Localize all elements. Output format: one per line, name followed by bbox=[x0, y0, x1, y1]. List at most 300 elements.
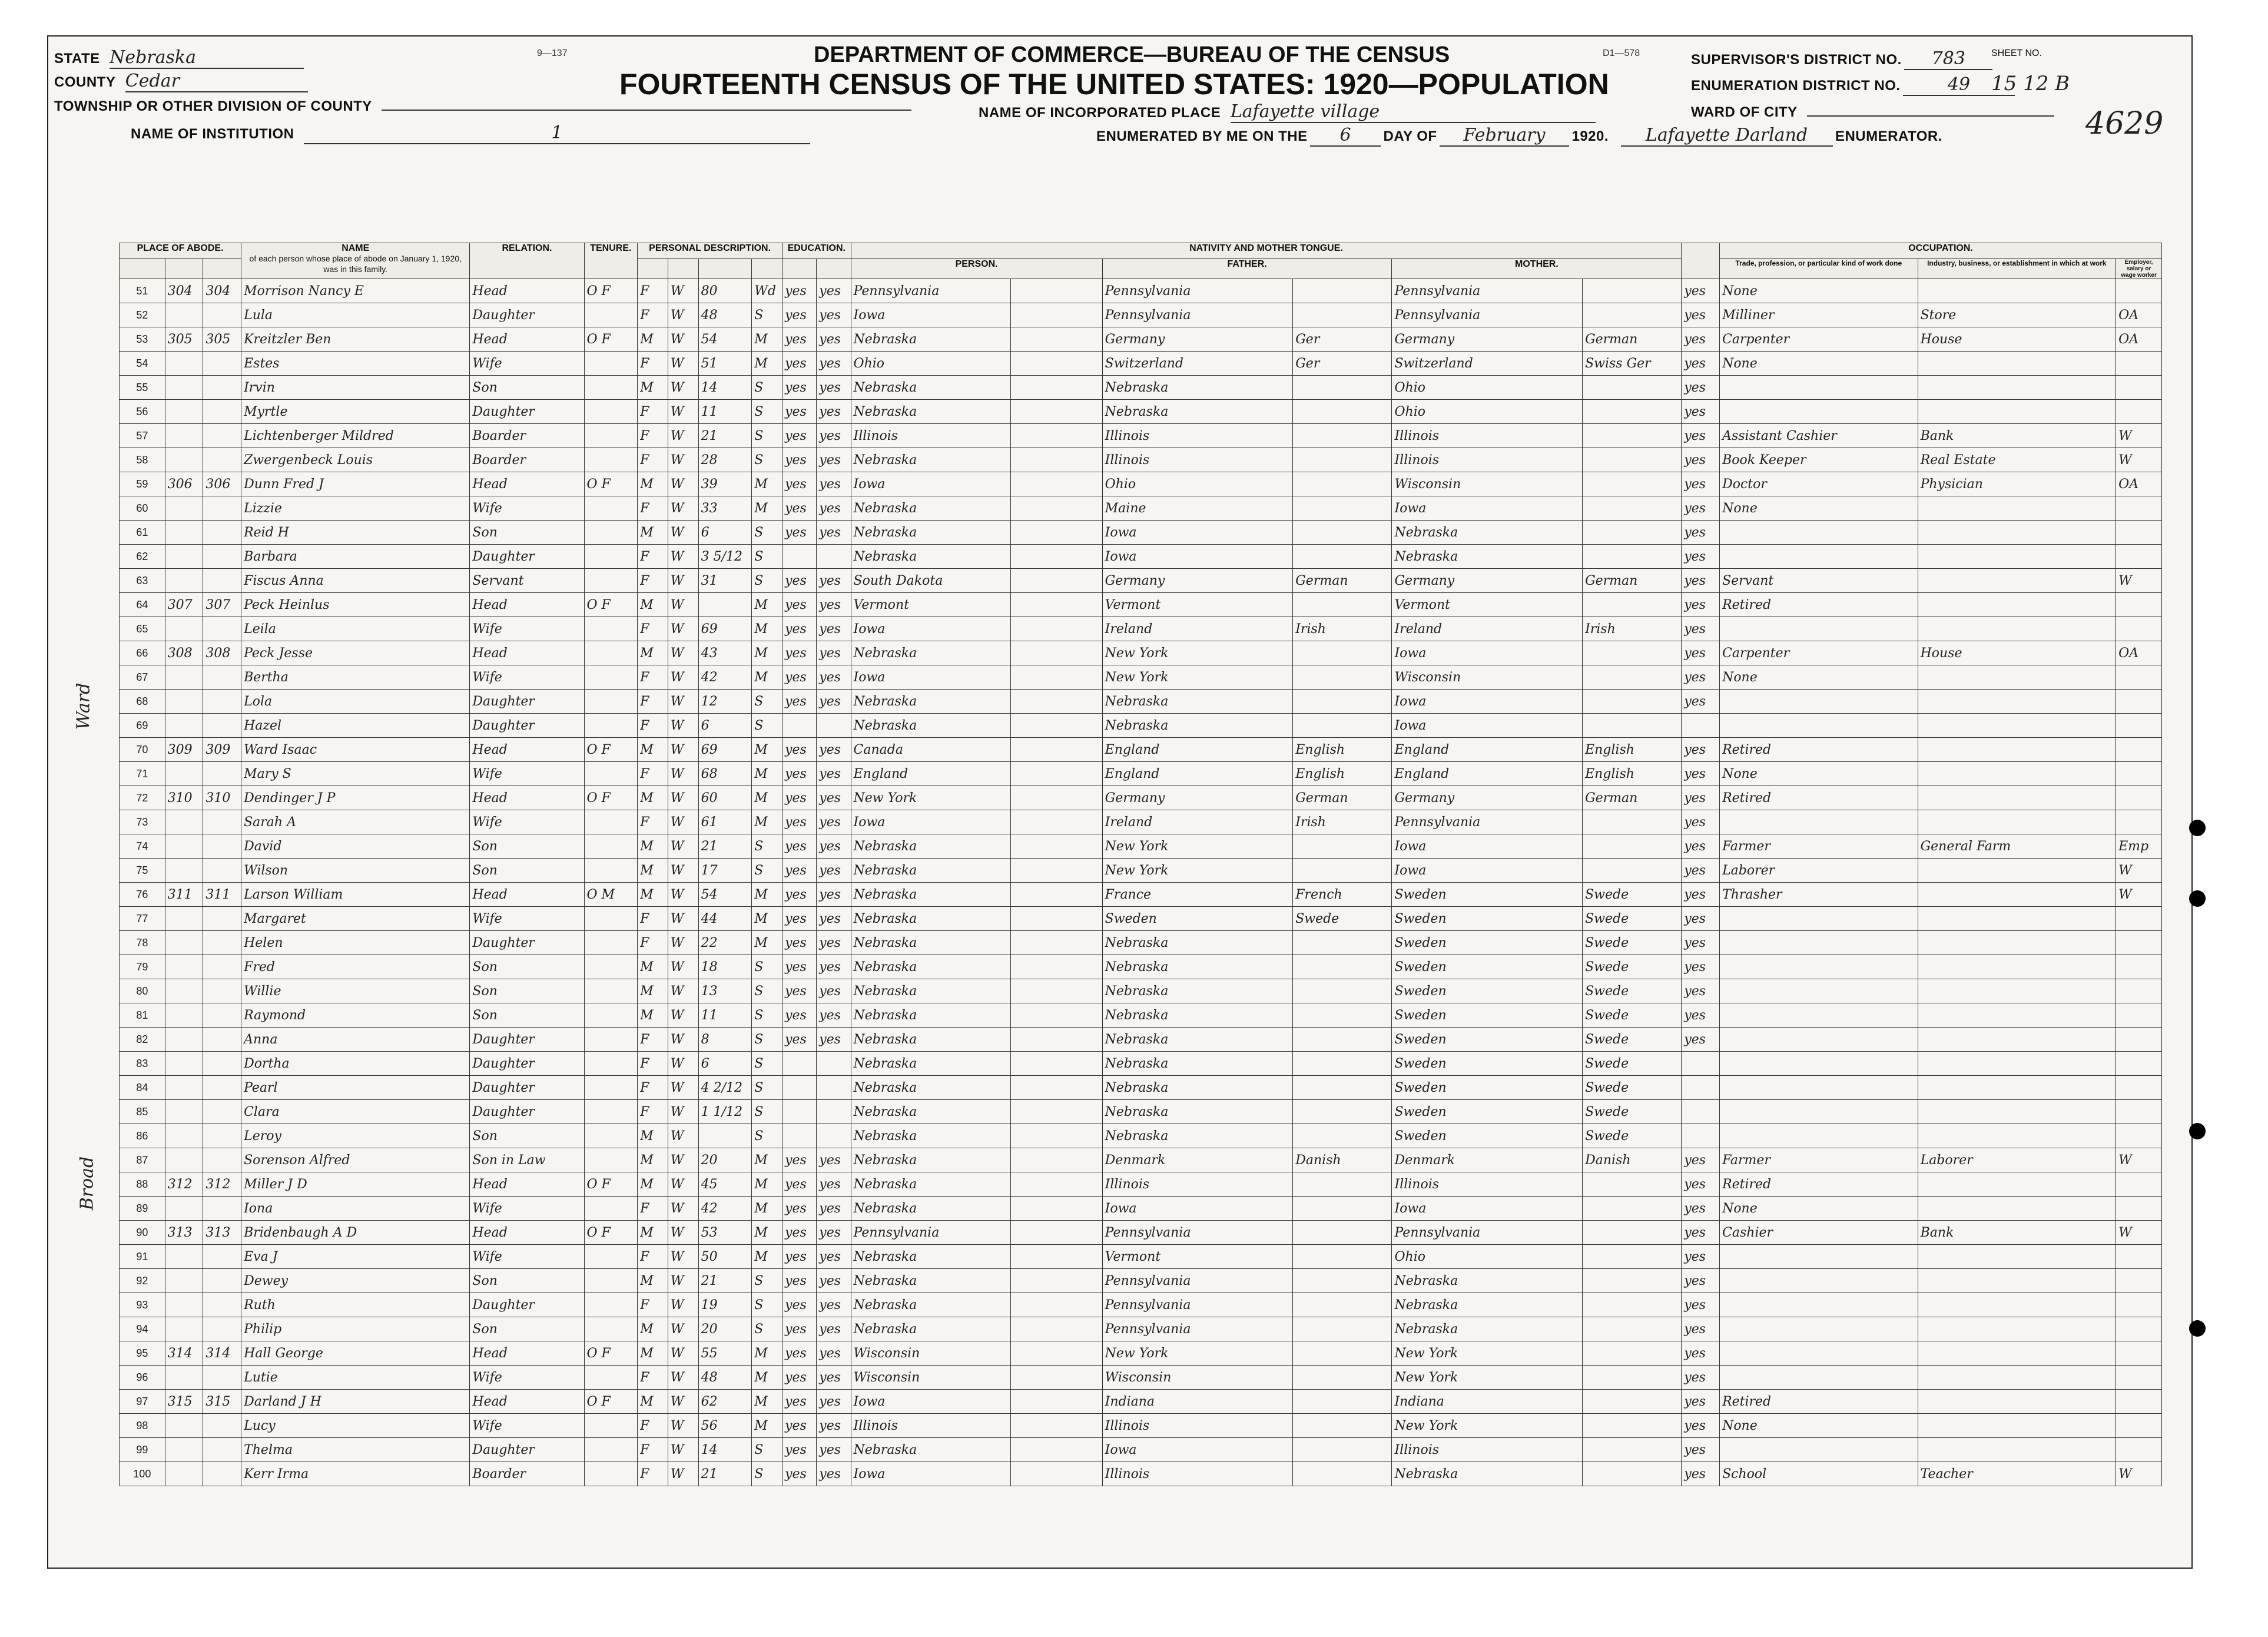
cell-english: yes bbox=[1682, 303, 1720, 327]
table-row bbox=[120, 1245, 2162, 1269]
cell-marital: S bbox=[752, 521, 782, 545]
cell-family: 315 bbox=[203, 1390, 241, 1414]
cell-read: yes bbox=[782, 1148, 817, 1172]
cell-m-pob: Pennsylvania bbox=[1392, 1221, 1583, 1245]
cell-age: 33 bbox=[698, 496, 752, 521]
cell-m-tongue: Swede bbox=[1583, 1076, 1682, 1100]
cell-pob: New York bbox=[851, 786, 1011, 810]
cell-english: yes bbox=[1682, 352, 1720, 376]
cell-relation: Daughter bbox=[470, 545, 584, 569]
cell-marital: S bbox=[752, 859, 782, 883]
cell-relation: Daughter bbox=[470, 1100, 584, 1124]
cell-sex: M bbox=[638, 1390, 668, 1414]
table-row bbox=[120, 496, 2162, 521]
cell-industry bbox=[1918, 883, 2116, 907]
line-number: 73 bbox=[120, 810, 165, 834]
cell-english: yes bbox=[1682, 327, 1720, 352]
cell-industry bbox=[1918, 1293, 2116, 1317]
cell-pob: Wisconsin bbox=[851, 1366, 1011, 1390]
cell--_pt bbox=[1011, 303, 1102, 327]
cell-name: Raymond bbox=[241, 1003, 470, 1028]
state-value: Nebraska bbox=[110, 47, 304, 69]
cell-sex: M bbox=[638, 955, 668, 979]
cell-name: Lola bbox=[241, 690, 470, 714]
cell-age: 11 bbox=[698, 400, 752, 424]
cell-emp bbox=[2116, 1052, 2162, 1076]
cell-marital: S bbox=[752, 1269, 782, 1293]
cell-relation: Head bbox=[470, 1221, 584, 1245]
cell-read: yes bbox=[782, 400, 817, 424]
cell-dwelling bbox=[165, 955, 203, 979]
cell-marital: M bbox=[752, 786, 782, 810]
cell-industry: Teacher bbox=[1918, 1462, 2116, 1486]
cell-f-pob: Nebraska bbox=[1102, 1100, 1293, 1124]
table-row bbox=[120, 448, 2162, 472]
cell-marital: S bbox=[752, 1462, 782, 1486]
cell-marital: M bbox=[752, 593, 782, 617]
cell-sex: F bbox=[638, 714, 668, 738]
line-number: 69 bbox=[120, 714, 165, 738]
cell-tenure bbox=[584, 907, 638, 931]
cell-name: Estes bbox=[241, 352, 470, 376]
cell-m-tongue bbox=[1583, 545, 1682, 569]
cell-relation: Daughter bbox=[470, 1076, 584, 1100]
cell-pob: Nebraska bbox=[851, 883, 1011, 907]
cell-relation: Wife bbox=[470, 1366, 584, 1390]
cell-age: 21 bbox=[698, 424, 752, 448]
cell-marital: M bbox=[752, 496, 782, 521]
cell-tenure bbox=[584, 448, 638, 472]
cell-sex: M bbox=[638, 786, 668, 810]
cell-name: Sarah A bbox=[241, 810, 470, 834]
cell-write: yes bbox=[817, 1341, 851, 1366]
cell--_pt bbox=[1011, 931, 1102, 955]
cell--_pt bbox=[1011, 1269, 1102, 1293]
cell-write: yes bbox=[817, 859, 851, 883]
cell-pob: Nebraska bbox=[851, 545, 1011, 569]
cell--_pt bbox=[1011, 738, 1102, 762]
line-number: 52 bbox=[120, 303, 165, 327]
cell-f-pob: Nebraska bbox=[1102, 400, 1293, 424]
cell-f-pob: New York bbox=[1102, 665, 1293, 690]
cell-m-pob: Sweden bbox=[1392, 907, 1583, 931]
enum-district-value: 49 bbox=[1903, 74, 2015, 96]
cell-relation: Son bbox=[470, 859, 584, 883]
cell-age: 8 bbox=[698, 1028, 752, 1052]
cell-family: 312 bbox=[203, 1172, 241, 1197]
cell-m-pob: Indiana bbox=[1392, 1390, 1583, 1414]
table-row bbox=[120, 1462, 2162, 1486]
line-number: 89 bbox=[120, 1197, 165, 1221]
cell-industry: Real Estate bbox=[1918, 448, 2116, 472]
cell-english: yes bbox=[1682, 593, 1720, 617]
enumerator-name: Lafayette Darland bbox=[1621, 125, 1833, 147]
line-number: 79 bbox=[120, 955, 165, 979]
cell-family: 306 bbox=[203, 472, 241, 496]
cell-write: yes bbox=[817, 786, 851, 810]
cell-age: 68 bbox=[698, 762, 752, 786]
cell-f-tongue bbox=[1293, 714, 1392, 738]
nativity-header: NATIVITY AND MOTHER TONGUE. bbox=[851, 243, 1682, 259]
cell-trade bbox=[1720, 979, 1918, 1003]
cell-marital: M bbox=[752, 907, 782, 931]
cell-emp bbox=[2116, 593, 2162, 617]
cell-m-pob: Denmark bbox=[1392, 1148, 1583, 1172]
line-number: 51 bbox=[120, 279, 165, 303]
cell-sex: M bbox=[638, 859, 668, 883]
cell-trade: Retired bbox=[1720, 738, 1918, 762]
sheet-value: 15 12 B bbox=[1991, 72, 2070, 95]
cell-m-tongue: Swede bbox=[1583, 1052, 1682, 1076]
cell-family bbox=[203, 496, 241, 521]
cell-sex: F bbox=[638, 617, 668, 641]
cell-f-pob: Sweden bbox=[1102, 907, 1293, 931]
cell-relation: Son bbox=[470, 1269, 584, 1293]
cell-f-pob: Illinois bbox=[1102, 424, 1293, 448]
cell-dwelling bbox=[165, 1269, 203, 1293]
line-number: 78 bbox=[120, 931, 165, 955]
cell-race: W bbox=[668, 1317, 698, 1341]
cell-emp bbox=[2116, 1028, 2162, 1052]
cell-pob: Nebraska bbox=[851, 1003, 1011, 1028]
cell-read: yes bbox=[782, 1293, 817, 1317]
cell--_pt bbox=[1011, 1124, 1102, 1148]
cell-write: yes bbox=[817, 1414, 851, 1438]
cell-f-pob: New York bbox=[1102, 1341, 1293, 1366]
cell-emp bbox=[2116, 1269, 2162, 1293]
cell-english: yes bbox=[1682, 545, 1720, 569]
cell-family bbox=[203, 1317, 241, 1341]
cell-relation: Head bbox=[470, 279, 584, 303]
table-row bbox=[120, 1366, 2162, 1390]
cell-emp bbox=[2116, 1293, 2162, 1317]
cell-trade: School bbox=[1720, 1462, 1918, 1486]
cell-name: Peck Heinlus bbox=[241, 593, 470, 617]
cell-f-tongue bbox=[1293, 424, 1392, 448]
cell-industry bbox=[1918, 1197, 2116, 1221]
cell-dwelling bbox=[165, 690, 203, 714]
cell-family bbox=[203, 1414, 241, 1438]
cell-pob: Iowa bbox=[851, 1390, 1011, 1414]
cell-trade: None bbox=[1720, 352, 1918, 376]
cell-name: Iona bbox=[241, 1197, 470, 1221]
cell-emp bbox=[2116, 1100, 2162, 1124]
cell-tenure bbox=[584, 400, 638, 424]
cell-family bbox=[203, 1003, 241, 1028]
cell-f-tongue bbox=[1293, 376, 1392, 400]
cell-industry bbox=[1918, 738, 2116, 762]
cell-name: Philip bbox=[241, 1317, 470, 1341]
cell-age: 51 bbox=[698, 352, 752, 376]
cell-family: 313 bbox=[203, 1221, 241, 1245]
cell-emp bbox=[2116, 786, 2162, 810]
cell-relation: Head bbox=[470, 1341, 584, 1366]
cell-m-pob: Nebraska bbox=[1392, 1462, 1583, 1486]
cell-dwelling: 305 bbox=[165, 327, 203, 352]
cell-f-pob: Nebraska bbox=[1102, 714, 1293, 738]
cell-f-pob: Nebraska bbox=[1102, 931, 1293, 955]
cell-age: 14 bbox=[698, 376, 752, 400]
cell-marital: S bbox=[752, 1100, 782, 1124]
cell-marital: M bbox=[752, 1172, 782, 1197]
cell-marital: S bbox=[752, 1028, 782, 1052]
cell-write: yes bbox=[817, 1293, 851, 1317]
cell-sex: F bbox=[638, 931, 668, 955]
cell--_pt bbox=[1011, 1221, 1102, 1245]
cell-read: yes bbox=[782, 1438, 817, 1462]
cell-industry bbox=[1918, 1269, 2116, 1293]
cell-write bbox=[817, 1124, 851, 1148]
table-row bbox=[120, 738, 2162, 762]
cell-relation: Daughter bbox=[470, 400, 584, 424]
cell-family: 304 bbox=[203, 279, 241, 303]
cell--_pt bbox=[1011, 641, 1102, 665]
cell-pob: Nebraska bbox=[851, 1293, 1011, 1317]
cell-dwelling bbox=[165, 859, 203, 883]
cell-industry bbox=[1918, 521, 2116, 545]
cell-tenure bbox=[584, 690, 638, 714]
cell-m-pob: Sweden bbox=[1392, 931, 1583, 955]
cell-m-pob: Iowa bbox=[1392, 641, 1583, 665]
cell-race: W bbox=[668, 352, 698, 376]
cell-age: 18 bbox=[698, 955, 752, 979]
cell-industry bbox=[1918, 859, 2116, 883]
cell-marital: S bbox=[752, 569, 782, 593]
cell-sex: F bbox=[638, 665, 668, 690]
cell-m-pob: Wisconsin bbox=[1392, 472, 1583, 496]
cell-relation: Wife bbox=[470, 617, 584, 641]
main-title: FOURTEENTH CENSUS OF THE UNITED STATES: 1920—POPULATION bbox=[619, 68, 1609, 101]
cell-industry bbox=[1918, 786, 2116, 810]
county-field bbox=[54, 71, 308, 92]
cell-sex: M bbox=[638, 1172, 668, 1197]
cell-industry bbox=[1918, 1245, 2116, 1269]
cell-race: W bbox=[668, 738, 698, 762]
cell-relation: Wife bbox=[470, 907, 584, 931]
cell-f-tongue bbox=[1293, 448, 1392, 472]
cell-tenure: O F bbox=[584, 279, 638, 303]
cell-trade: Milliner bbox=[1720, 303, 1918, 327]
cell-english: yes bbox=[1682, 496, 1720, 521]
cell-read: yes bbox=[782, 327, 817, 352]
line-number: 81 bbox=[120, 1003, 165, 1028]
cell-tenure bbox=[584, 617, 638, 641]
cell-m-pob: Nebraska bbox=[1392, 1269, 1583, 1293]
cell-family bbox=[203, 1148, 241, 1172]
cell--_pt bbox=[1011, 1100, 1102, 1124]
cell-emp bbox=[2116, 376, 2162, 400]
cell-english bbox=[1682, 1100, 1720, 1124]
cell-relation: Head bbox=[470, 883, 584, 907]
cell-trade: Laborer bbox=[1720, 859, 1918, 883]
cell-age: 39 bbox=[698, 472, 752, 496]
place-of-abode-header: PLACE OF ABODE. bbox=[120, 243, 241, 259]
cell-family bbox=[203, 424, 241, 448]
cell-f-tongue bbox=[1293, 1076, 1392, 1100]
cell-race: W bbox=[668, 1245, 698, 1269]
cell-marital: M bbox=[752, 1390, 782, 1414]
cell-english: yes bbox=[1682, 834, 1720, 859]
table-row bbox=[120, 400, 2162, 424]
cell-read bbox=[782, 1100, 817, 1124]
education-header: EDUCATION. bbox=[782, 243, 851, 259]
cell-f-pob: Ohio bbox=[1102, 472, 1293, 496]
cell-industry: Bank bbox=[1918, 424, 2116, 448]
cell-tenure bbox=[584, 641, 638, 665]
cell-race: W bbox=[668, 448, 698, 472]
cell-family bbox=[203, 690, 241, 714]
cell-name: Kerr Irma bbox=[241, 1462, 470, 1486]
cell-tenure bbox=[584, 762, 638, 786]
cell-m-tongue bbox=[1583, 1462, 1682, 1486]
cell-read: yes bbox=[782, 859, 817, 883]
cell-tenure bbox=[584, 665, 638, 690]
cell-marital: M bbox=[752, 327, 782, 352]
cell-sex: F bbox=[638, 810, 668, 834]
cell-m-pob: Illinois bbox=[1392, 448, 1583, 472]
table-row bbox=[120, 545, 2162, 569]
cell-name: Mary S bbox=[241, 762, 470, 786]
supervisor-field bbox=[1691, 48, 1992, 70]
cell-tenure bbox=[584, 1366, 638, 1390]
cell-m-pob: Pennsylvania bbox=[1392, 303, 1583, 327]
cell-emp bbox=[2116, 1317, 2162, 1341]
cell-dwelling bbox=[165, 1438, 203, 1462]
cell-write: yes bbox=[817, 303, 851, 327]
cell-race: W bbox=[668, 1052, 698, 1076]
cell-industry bbox=[1918, 496, 2116, 521]
cell-name: Ward Isaac bbox=[241, 738, 470, 762]
cell-m-pob: New York bbox=[1392, 1341, 1583, 1366]
cell-trade: None bbox=[1720, 279, 1918, 303]
cell-pob: Nebraska bbox=[851, 714, 1011, 738]
table-row bbox=[120, 1269, 2162, 1293]
cell-read: yes bbox=[782, 448, 817, 472]
cell-pob: Nebraska bbox=[851, 1245, 1011, 1269]
cell--_pt bbox=[1011, 1390, 1102, 1414]
cell-trade bbox=[1720, 1028, 1918, 1052]
cell-family bbox=[203, 376, 241, 400]
cell-race: W bbox=[668, 931, 698, 955]
cell-f-pob: Wisconsin bbox=[1102, 1366, 1293, 1390]
cell-m-tongue: English bbox=[1583, 762, 1682, 786]
cell-sex: F bbox=[638, 762, 668, 786]
line-number: 62 bbox=[120, 545, 165, 569]
cell-write bbox=[817, 545, 851, 569]
cell-english: yes bbox=[1682, 690, 1720, 714]
line-number: 64 bbox=[120, 593, 165, 617]
cell-race: W bbox=[668, 424, 698, 448]
cell-name: Lichtenberger Mildred bbox=[241, 424, 470, 448]
cell-family bbox=[203, 1028, 241, 1052]
cell-f-tongue bbox=[1293, 1390, 1392, 1414]
cell--_pt bbox=[1011, 1366, 1102, 1390]
cell-race: W bbox=[668, 1148, 698, 1172]
cell-family bbox=[203, 762, 241, 786]
cell-trade bbox=[1720, 1293, 1918, 1317]
cell-m-tongue: Swede bbox=[1583, 883, 1682, 907]
cell-family bbox=[203, 1366, 241, 1390]
cell-f-tongue: English bbox=[1293, 762, 1392, 786]
cell-relation: Son bbox=[470, 1124, 584, 1148]
cell-family bbox=[203, 1076, 241, 1100]
cell-age: 17 bbox=[698, 859, 752, 883]
cell-m-pob: Sweden bbox=[1392, 1124, 1583, 1148]
cell-sex: M bbox=[638, 1269, 668, 1293]
cell--_pt bbox=[1011, 1414, 1102, 1438]
cell-age: 13 bbox=[698, 979, 752, 1003]
enumerated-field bbox=[1096, 125, 1942, 147]
cell-m-pob: Pennsylvania bbox=[1392, 279, 1583, 303]
cell-read: yes bbox=[782, 762, 817, 786]
cell-family bbox=[203, 1197, 241, 1221]
county-label: COUNTY bbox=[54, 74, 116, 90]
cell-sex: M bbox=[638, 1341, 668, 1366]
cell-industry bbox=[1918, 279, 2116, 303]
cell-dwelling bbox=[165, 1245, 203, 1269]
cell-tenure: O M bbox=[584, 883, 638, 907]
line-number: 84 bbox=[120, 1076, 165, 1100]
cell-marital: S bbox=[752, 448, 782, 472]
cell-family bbox=[203, 714, 241, 738]
cell-write: yes bbox=[817, 1390, 851, 1414]
cell-english: yes bbox=[1682, 931, 1720, 955]
cell-m-tongue: Irish bbox=[1583, 617, 1682, 641]
cell-industry: Store bbox=[1918, 303, 2116, 327]
cell-marital: M bbox=[752, 810, 782, 834]
cell-name: Barbara bbox=[241, 545, 470, 569]
cell-pob: Iowa bbox=[851, 1462, 1011, 1486]
cell-name: Miller J D bbox=[241, 1172, 470, 1197]
cell-marital: S bbox=[752, 1438, 782, 1462]
cell-dwelling bbox=[165, 1366, 203, 1390]
cell-english: yes bbox=[1682, 1390, 1720, 1414]
ward-field bbox=[1691, 102, 2054, 121]
cell-emp bbox=[2116, 714, 2162, 738]
cell-family: 309 bbox=[203, 738, 241, 762]
cell-f-pob: Ireland bbox=[1102, 810, 1293, 834]
cell-family bbox=[203, 907, 241, 931]
cell-age: 80 bbox=[698, 279, 752, 303]
cell-age: 45 bbox=[698, 1172, 752, 1197]
cell-m-tongue bbox=[1583, 424, 1682, 448]
cell-tenure bbox=[584, 1003, 638, 1028]
cell-age: 44 bbox=[698, 907, 752, 931]
cell-pob: Iowa bbox=[851, 472, 1011, 496]
cell-read: yes bbox=[782, 1221, 817, 1245]
cell-read: yes bbox=[782, 834, 817, 859]
cell--_pt bbox=[1011, 448, 1102, 472]
table-row bbox=[120, 1341, 2162, 1366]
cell-english: yes bbox=[1682, 569, 1720, 593]
cell-trade: None bbox=[1720, 1197, 1918, 1221]
cell-dwelling bbox=[165, 1028, 203, 1052]
township-label: TOWNSHIP OR OTHER DIVISION OF COUNTY bbox=[54, 98, 372, 114]
cell-m-tongue bbox=[1583, 496, 1682, 521]
cell-emp bbox=[2116, 1197, 2162, 1221]
cell-pob: Nebraska bbox=[851, 1148, 1011, 1172]
cell-emp bbox=[2116, 955, 2162, 979]
punch-hole bbox=[2189, 1320, 2206, 1337]
cell-f-tongue: Swede bbox=[1293, 907, 1392, 931]
cell-pob: Pennsylvania bbox=[851, 1221, 1011, 1245]
cell-pob: Nebraska bbox=[851, 376, 1011, 400]
cell-emp bbox=[2116, 545, 2162, 569]
cell-f-tongue bbox=[1293, 1341, 1392, 1366]
cell-tenure bbox=[584, 1028, 638, 1052]
cell-name: Darland J H bbox=[241, 1390, 470, 1414]
cell-emp bbox=[2116, 1366, 2162, 1390]
